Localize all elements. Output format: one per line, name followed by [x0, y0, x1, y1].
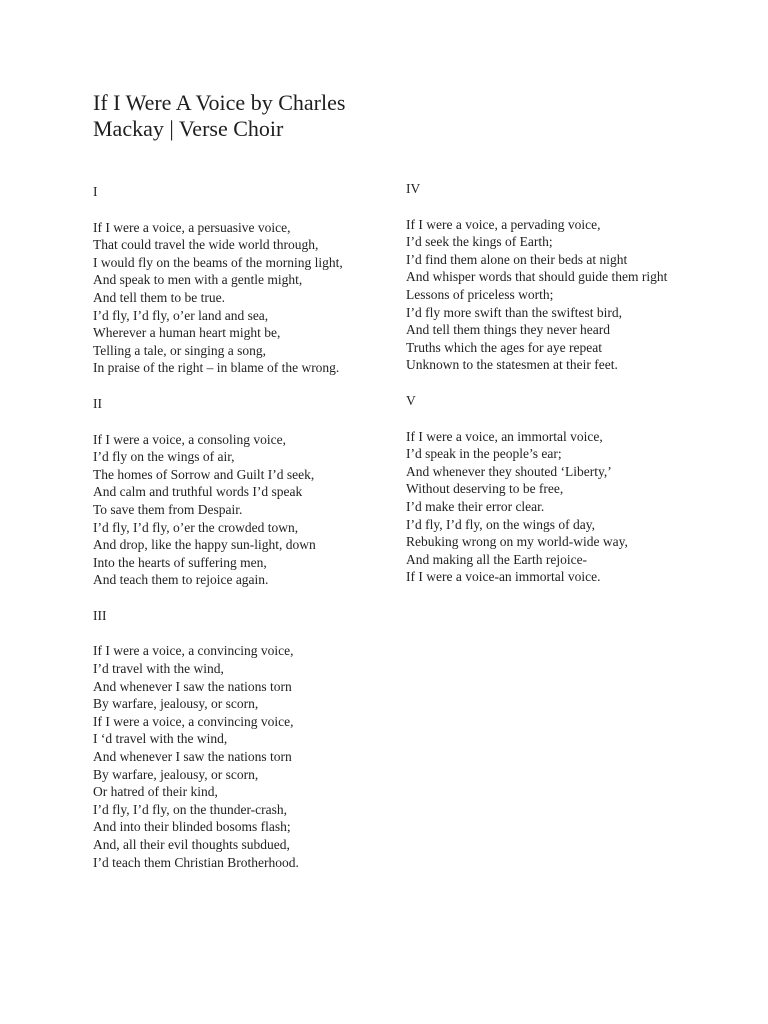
- poem-line: And tell them things they never heard: [406, 322, 610, 338]
- stanza-numeral: III: [93, 607, 107, 623]
- right-column: [406, 180, 668, 604]
- poem-line: And whenever I saw the nations torn: [93, 749, 292, 765]
- poem-line: Wherever a human heart might be,: [93, 325, 281, 341]
- poem-line: And whenever they shouted ‘Liberty,’: [406, 463, 612, 479]
- poem-line: To save them from Despair.: [93, 501, 243, 517]
- poem-line: I would fly on the beams of the morning light,: [93, 254, 343, 270]
- poem-line: I ‘d travel with the wind,: [93, 731, 228, 747]
- poem-line: If I were a voice, a persuasive voice,: [93, 219, 291, 235]
- poem-line: And, all their evil thoughts subdued,: [93, 837, 290, 852]
- poem-line: By warfare, jealousy, or scorn,: [93, 696, 259, 712]
- poem-line: And speak to men with a gentle might,: [93, 272, 303, 288]
- poem-line: I’d speak in the people’s ear;: [406, 446, 562, 462]
- poem-line: I’d fly, I’d fly, o’er land and sea,: [93, 307, 269, 323]
- poem-line: The homes of Sorrow and Guilt I’d seek,: [93, 466, 315, 482]
- poem-line: If I were a voice, a pervading voice,: [406, 216, 601, 232]
- poem-line: Or hatred of their kind,: [93, 784, 218, 800]
- poem-line: I’d fly, I’d fly, on the wings of day,: [406, 516, 595, 532]
- poem-line: Rebuking wrong on my world-wide way,: [406, 534, 628, 550]
- left-column: [93, 183, 383, 889]
- poem-line: Into the hearts of suffering men,: [93, 554, 267, 570]
- poem-line: And making all the Earth rejoice-: [406, 551, 588, 567]
- poem-line: I’d fly, I’d fly, o’er the crowded town,: [93, 519, 299, 535]
- stanza-1: [93, 183, 383, 377]
- poem-line: I’d fly, I’d fly, on the thunder-crash,: [93, 801, 288, 817]
- poem-line: I’d fly more swift than the swiftest bird,: [406, 304, 622, 320]
- poem-line: Unknown to the statesmen at their feet.: [406, 357, 618, 373]
- stanza-2: [93, 395, 383, 589]
- stanza-numeral: II: [93, 395, 102, 411]
- poem-line: If I were a voice, an immortal voice,: [406, 428, 603, 444]
- poem-line: Truths which the ages for aye repeat: [406, 339, 602, 355]
- poem-line: I’d fly on the wings of air,: [93, 449, 235, 465]
- poem-line: If I were a voice-an immortal voice.: [406, 569, 601, 585]
- poem-line: If I were a voice, a convincing voice,: [93, 713, 294, 729]
- poem-line: And drop, like the happy sun-light, down: [93, 537, 316, 553]
- poem-line: By warfare, jealousy, or scorn,: [93, 766, 259, 782]
- stanza-5: [406, 392, 668, 586]
- poem-line: And whisper words that should guide them right: [406, 269, 668, 285]
- poem-line: If I were a voice, a consoling voice,: [93, 431, 287, 447]
- stanza-3: [93, 607, 383, 871]
- stanza-4: [406, 180, 668, 374]
- poem-line: And whenever I saw the nations torn: [93, 678, 292, 694]
- poem-line: And teach them to rejoice again.: [93, 572, 269, 588]
- poem-line: In praise of the right – in blame of the wrong.: [93, 360, 340, 376]
- poem-line: Lessons of priceless worth;: [406, 286, 554, 302]
- poem-line: Telling a tale, or singing a song,: [93, 342, 267, 358]
- document-title: If I Were A Voice by Charles Mackay | Verse Choir: [93, 90, 346, 141]
- poem-line: And tell them to be true.: [93, 289, 225, 305]
- poem-line: I’d seek the kings of Earth;: [406, 234, 553, 250]
- poem-line: I’d teach them Christian Brotherhood.: [93, 854, 299, 870]
- poem-line: I’d make their error clear.: [406, 498, 545, 514]
- stanza-numeral: V: [406, 392, 416, 408]
- stanza-numeral: IV: [406, 181, 421, 196]
- poem-line: Without deserving to be free,: [406, 481, 564, 497]
- poem-line: If I were a voice, a convincing voice,: [93, 643, 294, 659]
- stanza-numeral: I: [93, 184, 98, 199]
- poem-line: I’d find them alone on their beds at night: [406, 251, 628, 267]
- poem-line: That could travel the wide world through,: [93, 237, 319, 253]
- poem-line: And into their blinded bosoms flash;: [93, 819, 291, 835]
- poem-line: And calm and truthful words I’d speak: [93, 484, 303, 500]
- poem-line: I’d travel with the wind,: [93, 661, 224, 677]
